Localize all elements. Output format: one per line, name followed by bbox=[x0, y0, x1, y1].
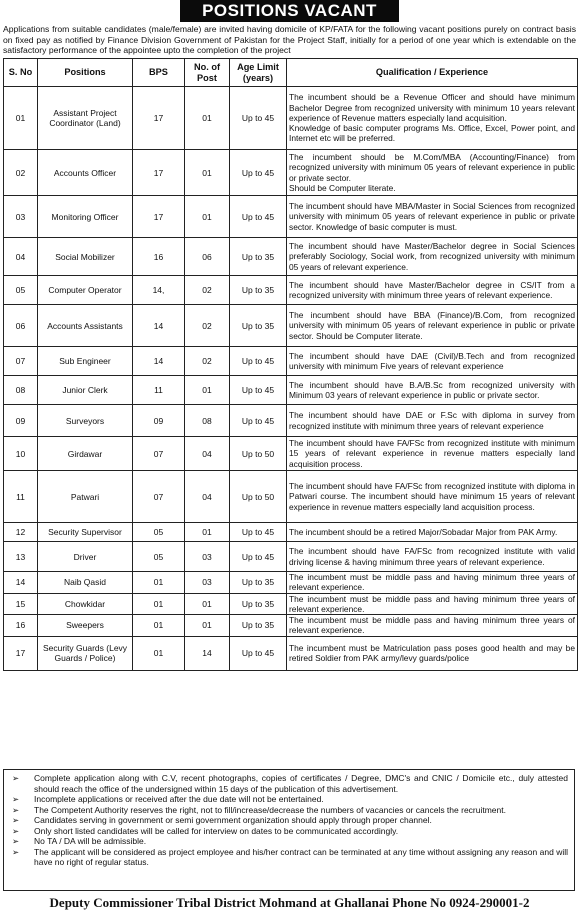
table-header-row bbox=[4, 59, 578, 87]
cell-posts: 01 bbox=[185, 615, 230, 637]
arrow-bullet-icon: ➢ bbox=[12, 836, 20, 846]
cell-age: Up to 50 bbox=[230, 437, 287, 471]
cell-position: Surveyors bbox=[38, 405, 133, 437]
cell-age: Up to 45 bbox=[230, 542, 287, 572]
note-item bbox=[12, 815, 568, 826]
table-row bbox=[4, 471, 578, 523]
cell-posts: 14 bbox=[185, 636, 230, 670]
note-text: Only short listed candidates will be called for interview on dates to be communicated accordingly. bbox=[34, 825, 399, 836]
table-row bbox=[4, 405, 578, 437]
table-row bbox=[4, 276, 578, 305]
cell-qualification: The incumbent must be middle pass and having minimum three years of relevant experience. bbox=[287, 572, 578, 594]
cell-posts: 03 bbox=[185, 542, 230, 572]
cell-age: Up to 45 bbox=[230, 636, 287, 670]
cell-posts: 01 bbox=[185, 87, 230, 150]
cell-bps: 14 bbox=[133, 347, 185, 376]
cell-position: Driver bbox=[38, 542, 133, 572]
cell-bps: 01 bbox=[133, 593, 185, 615]
table-row bbox=[4, 615, 578, 637]
cell-sno: 04 bbox=[4, 238, 38, 276]
table-row bbox=[4, 305, 578, 347]
table-row bbox=[4, 593, 578, 615]
arrow-bullet-icon: ➢ bbox=[12, 825, 20, 836]
note-text: The Competent Authority reserves the right, not to fill/increase/decrease the numbers of vacancies or cancels the recruitment. bbox=[34, 804, 506, 815]
cell-position: Accounts Assistants bbox=[38, 305, 133, 347]
cell-bps: 09 bbox=[133, 405, 185, 437]
arrow-bullet-icon: ➢ bbox=[12, 773, 20, 783]
cell-posts: 03 bbox=[185, 572, 230, 594]
cell-bps: 17 bbox=[133, 196, 185, 238]
table-row bbox=[4, 150, 578, 196]
note-text: The applicant will be considered as project employee and his/her contract can be terminated at any time without assigning any reason and will have no right of regular status. bbox=[34, 846, 568, 867]
header-posts: No. of Post bbox=[185, 59, 230, 87]
cell-bps: 17 bbox=[133, 87, 185, 150]
cell-position: Assistant Project Coordinator (Land) bbox=[38, 87, 133, 150]
cell-posts: 08 bbox=[185, 405, 230, 437]
cell-age: Up to 45 bbox=[230, 376, 287, 405]
cell-position: Girdawar bbox=[38, 437, 133, 471]
cell-sno: 11 bbox=[4, 471, 38, 523]
header-positions: Positions bbox=[38, 59, 133, 87]
intro-paragraph: Applications from suitable candidates (male/female) are invited having domicile of KP/FATA for the following vacant positions purely on contract basis on fixed pay as notified by Finance Division Government of Pakistan for the Project Staff, initially for a period of one year which is extendable on the satisfactory performance of the appointee upto the completion of the project bbox=[3, 24, 576, 56]
cell-age: Up to 35 bbox=[230, 305, 287, 347]
cell-posts: 04 bbox=[185, 437, 230, 471]
cell-age: Up to 45 bbox=[230, 196, 287, 238]
cell-qualification: The incumbent should have FA/FSc from recognized institute with diploma in Patwari course. The incumbent should have minimum 15 years of relevant experience in revenue matters especially land acquisition process. bbox=[287, 471, 578, 523]
cell-posts: 01 bbox=[185, 150, 230, 196]
table-row bbox=[4, 542, 578, 572]
cell-position: Accounts Officer bbox=[38, 150, 133, 196]
cell-bps: 11 bbox=[133, 376, 185, 405]
cell-sno: 15 bbox=[4, 593, 38, 615]
cell-bps: 14 bbox=[133, 305, 185, 347]
arrow-bullet-icon: ➢ bbox=[12, 804, 20, 815]
cell-bps: 14, bbox=[133, 276, 185, 305]
note-text: Candidates serving in government or semi government organization should apply through proper channel. bbox=[34, 815, 432, 825]
cell-posts: 02 bbox=[185, 347, 230, 376]
cell-qualification: The incumbent should be M.Com/MBA (Accounting/Finance) from recognized university with minimum 05 years of relevant experience in public or private sector. Should be Computer literate. bbox=[287, 150, 578, 196]
cell-bps: 17 bbox=[133, 150, 185, 196]
cell-posts: 02 bbox=[185, 276, 230, 305]
cell-sno: 10 bbox=[4, 437, 38, 471]
cell-sno: 13 bbox=[4, 542, 38, 572]
arrow-bullet-icon: ➢ bbox=[12, 794, 20, 804]
cell-position: Security Guards (Levy Guards / Police) bbox=[38, 636, 133, 670]
cell-qualification: The incumbent should be a retired Major/Sobadar Major from PAK Army. bbox=[287, 523, 578, 542]
cell-age: Up to 35 bbox=[230, 615, 287, 637]
table-row bbox=[4, 196, 578, 238]
cell-posts: 01 bbox=[185, 196, 230, 238]
table-row bbox=[4, 523, 578, 542]
cell-age: Up to 45 bbox=[230, 347, 287, 376]
cell-position: Junior Clerk bbox=[38, 376, 133, 405]
cell-bps: 07 bbox=[133, 437, 185, 471]
cell-position: Computer Operator bbox=[38, 276, 133, 305]
cell-posts: 02 bbox=[185, 305, 230, 347]
table-body bbox=[4, 87, 578, 671]
cell-bps: 05 bbox=[133, 542, 185, 572]
cell-position: Sub Engineer bbox=[38, 347, 133, 376]
cell-bps: 01 bbox=[133, 572, 185, 594]
cell-posts: 01 bbox=[185, 593, 230, 615]
cell-qualification: The incumbent should be a Revenue Officer and should have minimum Bachelor Degree from recognized university with minimum 10 years relevant experience of Revenue matters especially land acquisition. Knowledge of basic computer programs Ms. Office, Excel, Power point, and Internet etc will be preferred. bbox=[287, 87, 578, 150]
cell-bps: 05 bbox=[133, 523, 185, 542]
note-text: Incomplete applications or received after the due date will not be entertained. bbox=[34, 794, 324, 804]
cell-position: Monitoring Officer bbox=[38, 196, 133, 238]
footer-contact: Deputy Commissioner Tribal District Mohmand at Ghallanai Phone No 0924-290001-2 bbox=[49, 895, 530, 910]
cell-position: Naib Qasid bbox=[38, 572, 133, 594]
cell-position: Sweepers bbox=[38, 615, 133, 637]
cell-sno: 09 bbox=[4, 405, 38, 437]
cell-qualification: The incumbent must be Matriculation pass poses good health and may be retired Soldier from PAK army/levy guards/police bbox=[287, 636, 578, 670]
cell-posts: 06 bbox=[185, 238, 230, 276]
cell-sno: 08 bbox=[4, 376, 38, 405]
note-item bbox=[12, 794, 568, 805]
note-text: Complete application along with C.V, recent photographs, copies of certificates / Degree, DMC's and CNIC / Domicile etc., duly attested should reach the office of the undersigned within 15 days of the publication of this advertisement. bbox=[34, 773, 568, 794]
cell-age: Up to 45 bbox=[230, 523, 287, 542]
table-row bbox=[4, 572, 578, 594]
cell-age: Up to 35 bbox=[230, 572, 287, 594]
header-age: Age Limit (years) bbox=[230, 59, 287, 87]
cell-posts: 01 bbox=[185, 376, 230, 405]
header-sno: S. No bbox=[4, 59, 38, 87]
cell-position: Social Mobilizer bbox=[38, 238, 133, 276]
table-row bbox=[4, 636, 578, 670]
cell-qualification: The incumbent must be middle pass and having minimum three years of relevant experience. bbox=[287, 615, 578, 637]
header-bps: BPS bbox=[133, 59, 185, 87]
cell-posts: 04 bbox=[185, 471, 230, 523]
note-text: No TA / DA will be admissible. bbox=[34, 836, 147, 846]
cell-age: Up to 45 bbox=[230, 87, 287, 150]
cell-sno: 01 bbox=[4, 87, 38, 150]
cell-qualification: The incumbent should have DAE or F.Sc with diploma in survey from recognized institute with minimum three years of relevant experience bbox=[287, 405, 578, 437]
cell-sno: 17 bbox=[4, 636, 38, 670]
cell-sno: 16 bbox=[4, 615, 38, 637]
table-row bbox=[4, 238, 578, 276]
cell-bps: 01 bbox=[133, 636, 185, 670]
cell-sno: 07 bbox=[4, 347, 38, 376]
cell-qualification: The incumbent should have BBA (Finance)/B.Com, from recognized university with minimum 05 years of relevant experience in public or private sector. Should be Computer literate. bbox=[287, 305, 578, 347]
cell-qualification: The incumbent should have B.A/B.Sc from recognized university with Minimum 03 years of relevant experience in public or private sector. bbox=[287, 376, 578, 405]
cell-sno: 02 bbox=[4, 150, 38, 196]
arrow-bullet-icon: ➢ bbox=[12, 846, 20, 857]
page-title: POSITIONS VACANT bbox=[180, 0, 399, 22]
cell-qualification: The incumbent should have FA/FSc from recognized institute with valid driving license & having minimum three years of relevant experience. bbox=[287, 542, 578, 572]
cell-qualification: The incumbent should have Master/Bachelor degree in Social Sciences preferably Sociology, Social work, from recognized university with minimum 05 years of relevant experience. bbox=[287, 238, 578, 276]
cell-qualification: The incumbent must be middle pass and having minimum three years of relevant experience. bbox=[287, 593, 578, 615]
arrow-bullet-icon: ➢ bbox=[12, 815, 20, 825]
cell-position: Chowkidar bbox=[38, 593, 133, 615]
table-row bbox=[4, 347, 578, 376]
cell-qualification: The incumbent should have Master/Bachelor degree in CS/IT from a recognized university with minimum three years of relevant experience. bbox=[287, 276, 578, 305]
cell-qualification: The incumbent should have DAE (Civil)/B.Tech and from recognized university with minimum Five years of relevant experience bbox=[287, 347, 578, 376]
cell-sno: 06 bbox=[4, 305, 38, 347]
cell-qualification: The incumbent should have FA/FSc from recognized institute with minimum 15 years of relevant experience in revenue matters especially land acquisition process. bbox=[287, 437, 578, 471]
cell-sno: 05 bbox=[4, 276, 38, 305]
cell-age: Up to 35 bbox=[230, 593, 287, 615]
cell-position: Security Supervisor bbox=[38, 523, 133, 542]
note-item bbox=[12, 805, 568, 816]
cell-bps: 07 bbox=[133, 471, 185, 523]
cell-age: Up to 50 bbox=[230, 471, 287, 523]
cell-bps: 01 bbox=[133, 615, 185, 637]
cell-age: Up to 35 bbox=[230, 276, 287, 305]
cell-sno: 14 bbox=[4, 572, 38, 594]
cell-qualification: The incumbent should have MBA/Master in Social Sciences from recognized university with minimum 05 years of relevant experience in public or private sector. Knowledge of basic computer is must. bbox=[287, 196, 578, 238]
cell-sno: 03 bbox=[4, 196, 38, 238]
note-item bbox=[12, 773, 568, 794]
cell-sno: 12 bbox=[4, 523, 38, 542]
header-qualification: Qualification / Experience bbox=[287, 59, 578, 87]
note-item bbox=[12, 836, 568, 847]
notes-box bbox=[3, 769, 575, 891]
positions-table bbox=[3, 58, 578, 671]
cell-position: Patwari bbox=[38, 471, 133, 523]
table-row bbox=[4, 87, 578, 150]
table-row bbox=[4, 437, 578, 471]
cell-bps: 16 bbox=[133, 238, 185, 276]
cell-age: Up to 45 bbox=[230, 150, 287, 196]
title-bar bbox=[0, 0, 579, 22]
table-row bbox=[4, 376, 578, 405]
cell-age: Up to 35 bbox=[230, 238, 287, 276]
cell-age: Up to 45 bbox=[230, 405, 287, 437]
note-item bbox=[12, 826, 568, 837]
cell-posts: 01 bbox=[185, 523, 230, 542]
note-item bbox=[12, 847, 568, 868]
